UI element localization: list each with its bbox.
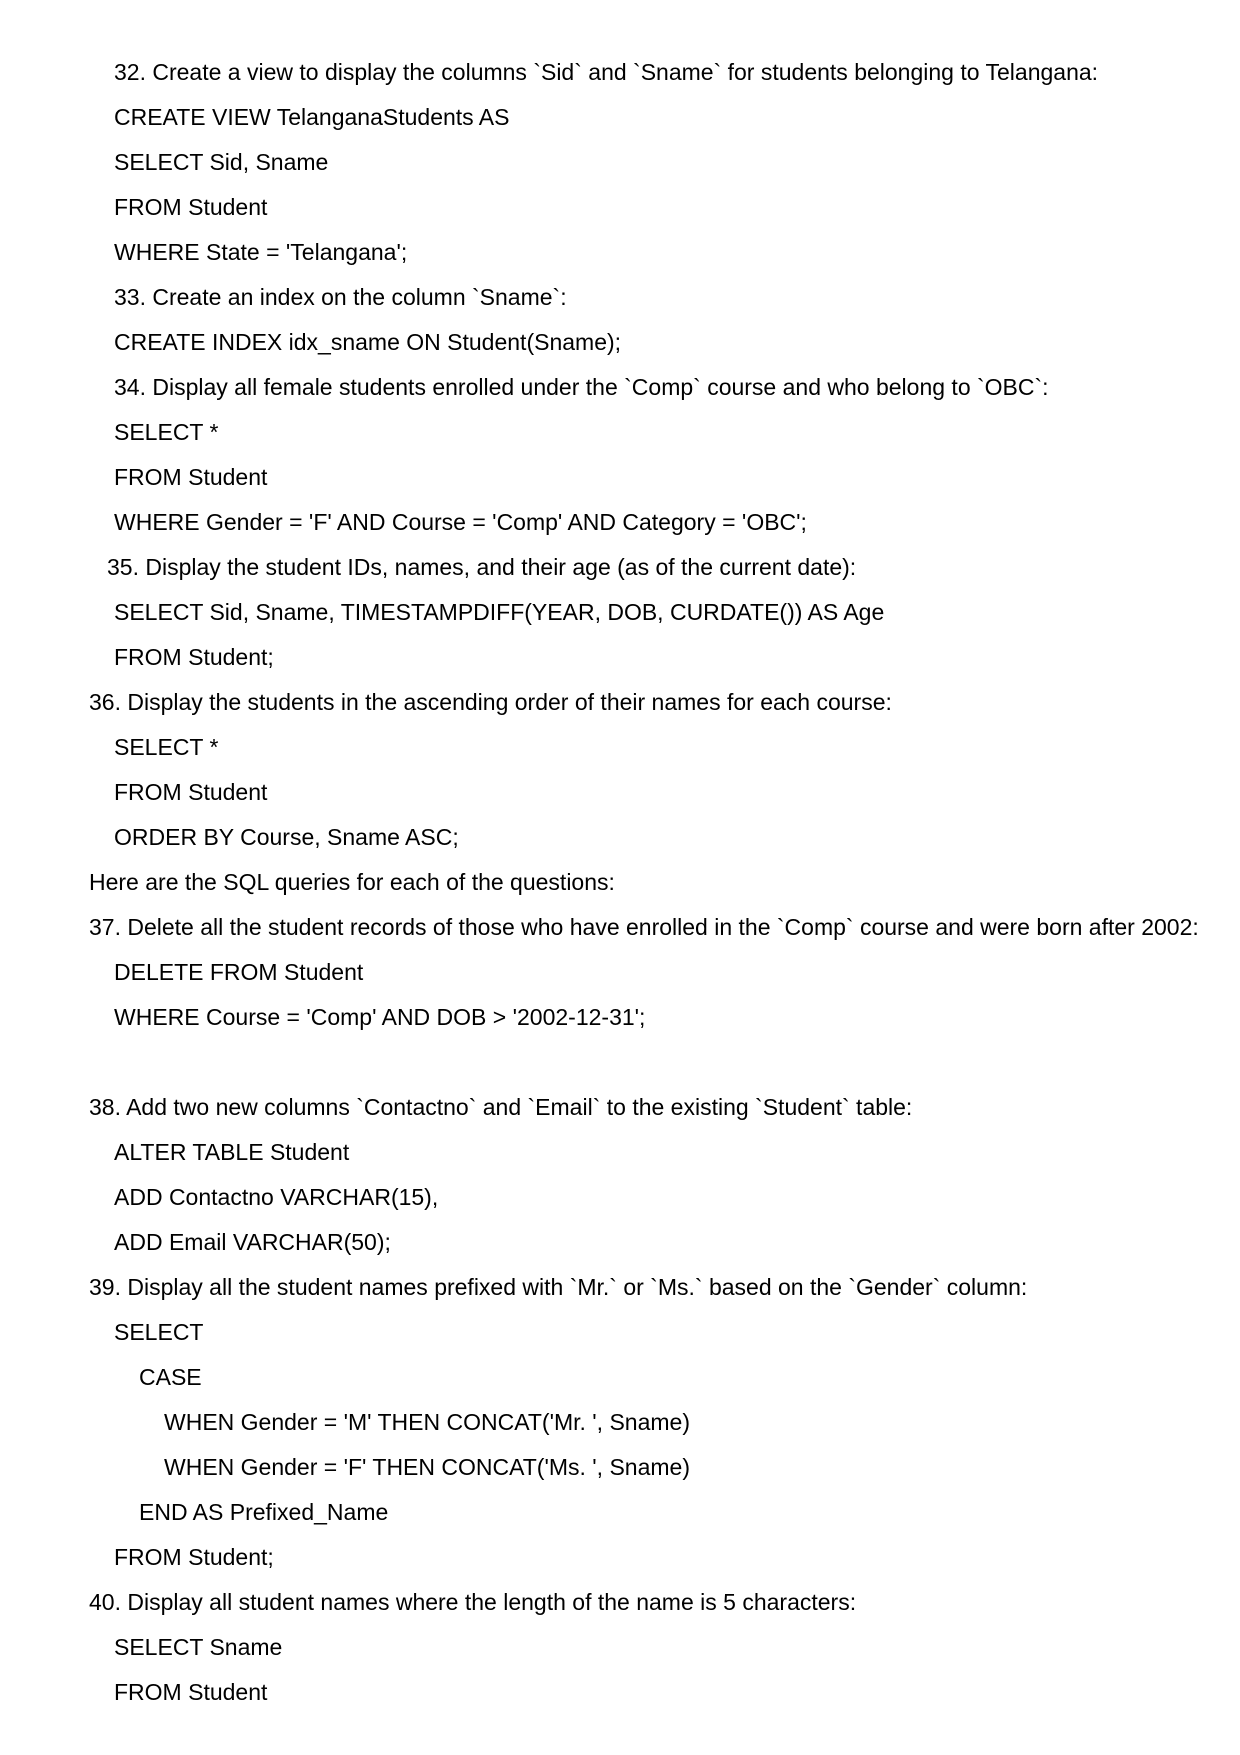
sql-line: FROM Student: [114, 1679, 268, 1705]
sql-line: ALTER TABLE Student: [114, 1139, 350, 1165]
sql-line: ADD Contactno VARCHAR(15),: [114, 1184, 439, 1210]
sql-line: SELECT Sid, Sname, TIMESTAMPDIFF(YEAR, DOB, CURDATE()) AS Age: [114, 599, 885, 625]
question-40-heading: 40. Display all student names where the length of the name is 5 characters:: [89, 1589, 857, 1615]
sql-line: FROM Student;: [114, 1544, 274, 1570]
sql-line: CREATE VIEW TelanganaStudents AS: [114, 104, 510, 130]
sql-line: SELECT *: [114, 734, 219, 760]
sql-line: ADD Email VARCHAR(50);: [114, 1229, 391, 1255]
sql-line: WHERE State = 'Telangana';: [114, 239, 408, 265]
sql-line: FROM Student: [114, 194, 268, 220]
sql-line: FROM Student: [114, 464, 268, 490]
question-33-heading: 33. Create an index on the column `Sname`:: [114, 284, 567, 310]
question-37-heading: 37. Delete all the student records of those who have enrolled in the `Comp` course and were born after 2002:: [89, 914, 1199, 940]
question-32-heading: 32. Create a view to display the columns `Sid` and `Sname` for students belonging to Telangana:: [114, 59, 1099, 85]
sql-line: END AS Prefixed_Name: [139, 1499, 389, 1525]
sql-line: DELETE FROM Student: [114, 959, 364, 985]
sql-line: WHERE Gender = 'F' AND Course = 'Comp' AND Category = 'OBC';: [114, 509, 807, 535]
sql-line: CREATE INDEX idx_sname ON Student(Sname);: [114, 329, 622, 355]
sql-line: WHEN Gender = 'F' THEN CONCAT('Ms. ', Sname): [164, 1454, 690, 1480]
sql-line: CASE: [139, 1364, 202, 1390]
sql-line: SELECT Sname: [114, 1634, 283, 1660]
sql-line: SELECT: [114, 1319, 204, 1345]
sql-line: SELECT *: [114, 419, 219, 445]
sql-line: ORDER BY Course, Sname ASC;: [114, 824, 459, 850]
question-38-heading: 38. Add two new columns `Contactno` and `Email` to the existing `Student` table:: [89, 1094, 913, 1120]
sql-line: WHERE Course = 'Comp' AND DOB > '2002-12-31';: [114, 1004, 646, 1030]
sql-line: WHEN Gender = 'M' THEN CONCAT('Mr. ', Sname): [164, 1409, 690, 1435]
question-35-heading: 35. Display the student IDs, names, and their age (as of the current date):: [107, 554, 857, 580]
sql-line: SELECT Sid, Sname: [114, 149, 329, 175]
question-34-heading: 34. Display all female students enrolled under the `Comp` course and who belong to `OBC`:: [114, 374, 1049, 400]
intro-text: Here are the SQL queries for each of the questions:: [89, 869, 615, 895]
sql-line: FROM Student: [114, 779, 268, 805]
sql-line: FROM Student;: [114, 644, 274, 670]
question-36-heading: 36. Display the students in the ascending order of their names for each course:: [89, 689, 892, 715]
question-39-heading: 39. Display all the student names prefixed with `Mr.` or `Ms.` based on the `Gender` column:: [89, 1274, 1028, 1300]
